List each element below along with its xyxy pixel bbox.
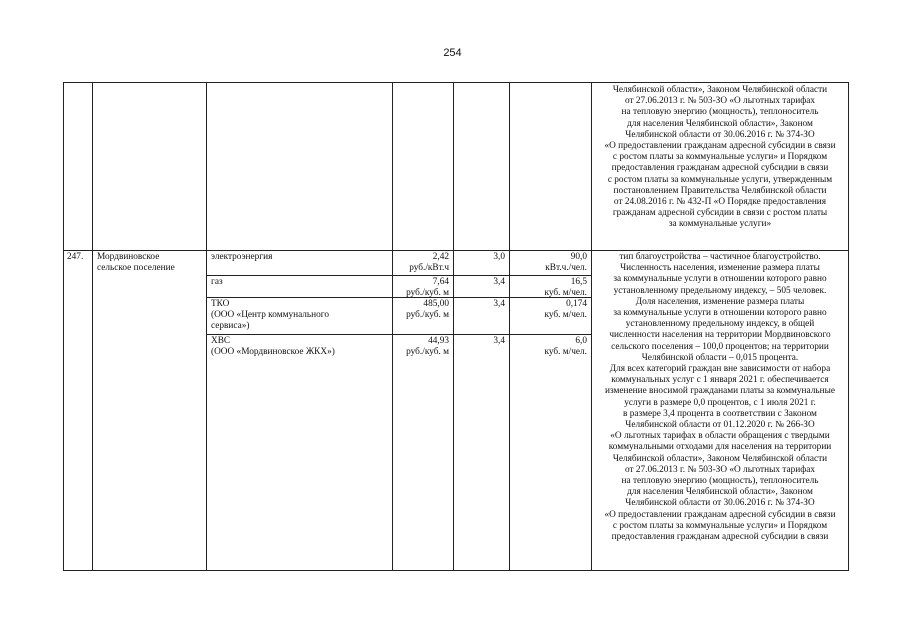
- tariff-unit: руб./куб. м: [406, 310, 449, 321]
- text-line: для населения Челябинской области», Законом: [627, 118, 813, 129]
- col-border-2: [206, 82, 207, 571]
- text-line: за коммунальные услуги в отношении которого равно: [613, 274, 827, 285]
- col-border-5: [509, 82, 510, 571]
- service-tariff: [393, 299, 449, 321]
- text-line: «О льготных тарифах в области обращения с твердыми: [610, 431, 830, 442]
- text-line: «О предоставлении гражданам адресной субсидии в связи: [604, 509, 836, 520]
- row-247-top-border: [63, 250, 849, 251]
- service-name: [211, 277, 391, 288]
- text-line: от 27.06.2013 г. № 503-ЗО «О льготных тарифах: [624, 96, 816, 107]
- norm-value: 90,0: [570, 252, 587, 262]
- norm-unit: куб. м/чел.: [544, 288, 587, 299]
- service-name: [211, 299, 391, 333]
- tariff-value: 485,00: [423, 299, 449, 309]
- text-line: численности населения на территории Мордвиновского: [609, 330, 831, 341]
- text-line: постановлением Правительства Челябинской области: [613, 185, 827, 196]
- text-line: Челябинской области от 01.12.2020 г. № 266-ЗО: [625, 420, 815, 431]
- service-index: 3,0: [493, 252, 505, 262]
- text-line: предоставления гражданам адресной субсидии в связи: [611, 532, 829, 543]
- col-border-7: [848, 82, 849, 571]
- tariff-table: [63, 82, 849, 571]
- text-line: за коммунальные услуги в отношении которого равно: [613, 308, 827, 319]
- text-line: Челябинской области – 0,015 процента.: [641, 352, 799, 363]
- service-name-line: электроэнергия: [211, 252, 273, 262]
- text-line: Челябинской области от 30.06.2016 г. № 374-ЗО: [625, 129, 815, 140]
- norm-value: 0,174: [566, 299, 587, 309]
- service-name-line: газ: [211, 277, 223, 287]
- service-index: 3,4: [493, 336, 505, 346]
- text-line: гражданам адресной субсидии в связи с ростом платы: [612, 208, 828, 219]
- norm-value: 6,0: [575, 336, 587, 346]
- text-line: в размере 3,4 процента в соответствии с Законом: [623, 408, 817, 419]
- text-line: для населения Челябинской области», Законом: [627, 487, 813, 498]
- tariff-value: 2,42: [432, 252, 449, 262]
- service-name-line: (ООО «Мордвиновское ЖКХ»): [211, 347, 335, 358]
- text-line: тип благоустройства – частичное благоустройство.: [619, 252, 821, 262]
- service-tariff: [393, 336, 449, 358]
- service-norm: [510, 252, 587, 274]
- text-line: за коммунальные услуги»: [668, 219, 772, 230]
- text-line: Челябинской области», Законом Челябинской области: [612, 85, 828, 95]
- tariff-unit: руб./куб. м: [406, 347, 449, 358]
- text-line: установленному предельному индексу, в общей: [625, 319, 815, 330]
- col-border-3: [392, 82, 393, 571]
- settlement-line: Мордвиновское: [97, 252, 160, 262]
- tariff-unit: руб./куб. м: [406, 288, 449, 299]
- service-tariff: [393, 277, 449, 299]
- service-name: [211, 336, 391, 358]
- text-line: изменение вносимой гражданами платы за коммунальные: [605, 386, 835, 397]
- service-divider-3: [206, 334, 591, 335]
- row-247-description: [592, 252, 848, 543]
- row-number: 247.: [67, 252, 84, 262]
- tariff-unit: руб./кВт.ч: [409, 263, 449, 274]
- service-divider-1: [206, 275, 591, 276]
- text-line: «О предоставлении гражданам адресной субсидии в связи: [604, 141, 836, 152]
- norm-value: 16,5: [570, 277, 587, 287]
- text-line: с ростом платы за коммунальные услуги, утвержденным: [607, 174, 833, 185]
- settlement-line: сельское поселение: [97, 263, 175, 274]
- service-name-line: ТКО: [211, 299, 230, 309]
- text-line: коммунальными отходами для населения на территории: [608, 442, 832, 453]
- norm-unit: кВт.ч./чел.: [545, 263, 587, 274]
- norm-unit: куб. м/чел.: [544, 310, 587, 321]
- text-line: Челябинской области от 30.06.2016 г. № 374-ЗО: [625, 498, 815, 509]
- text-line: услуги в размере 0,0 процентов, с 1 июля 2021 г.: [624, 397, 816, 408]
- text-line: на тепловую энергию (мощность), теплоноситель: [621, 107, 819, 118]
- text-line: коммунальных услуг с 1 января 2021 г. обеспечивается: [611, 375, 829, 386]
- service-index: 3,4: [493, 299, 505, 309]
- service-name-line: сервиса»): [211, 321, 250, 332]
- text-line: Для всех категорий граждан вне зависимости от набора: [609, 364, 831, 375]
- service-name: [211, 252, 391, 263]
- service-name-line: ХВС: [211, 336, 231, 346]
- text-line: Доля населения, изменение размера платы: [635, 296, 805, 307]
- service-norm: [510, 277, 587, 299]
- text-line: Челябинской области», Законом Челябинской области: [612, 453, 828, 464]
- text-line: установленному предельному индексу, – 505 человек.: [613, 285, 827, 296]
- service-norm: [510, 299, 587, 321]
- table-top-border: [63, 82, 849, 83]
- table-bottom-border: [63, 570, 849, 571]
- norm-unit: куб. м/чел.: [544, 347, 587, 358]
- page-number: 254: [443, 47, 462, 59]
- settlement-name: [97, 252, 205, 274]
- tariff-value: 7,64: [432, 277, 449, 287]
- text-line: Численность населения, изменение размера платы: [620, 263, 820, 274]
- service-index: 3,4: [493, 277, 505, 287]
- text-line: сельского поселения – 100,0 процентов; на территории: [611, 341, 829, 352]
- prev-row-description: [592, 85, 848, 231]
- service-tariff: [393, 252, 449, 274]
- tariff-value: 44,93: [428, 336, 449, 346]
- text-line: от 27.06.2013 г. № 503-ЗО «О льготных тарифах: [624, 464, 816, 475]
- service-norm: [510, 336, 587, 358]
- col-border-4: [453, 82, 454, 571]
- text-line: с ростом платы за коммунальные услуги» и Порядком: [612, 520, 828, 531]
- col-border-1: [92, 82, 93, 571]
- text-line: на тепловую энергию (мощность), теплоноситель: [621, 476, 819, 487]
- text-line: от 24.08.2016 г. № 432-П «О Порядке предоставления: [613, 197, 827, 208]
- service-name-line: (ООО «Центр коммунального: [211, 310, 330, 321]
- col-border-0: [63, 82, 64, 571]
- text-line: предоставления гражданам адресной субсидии в связи: [611, 163, 829, 174]
- text-line: с ростом платы за коммунальные услуги» и Порядком: [612, 152, 828, 163]
